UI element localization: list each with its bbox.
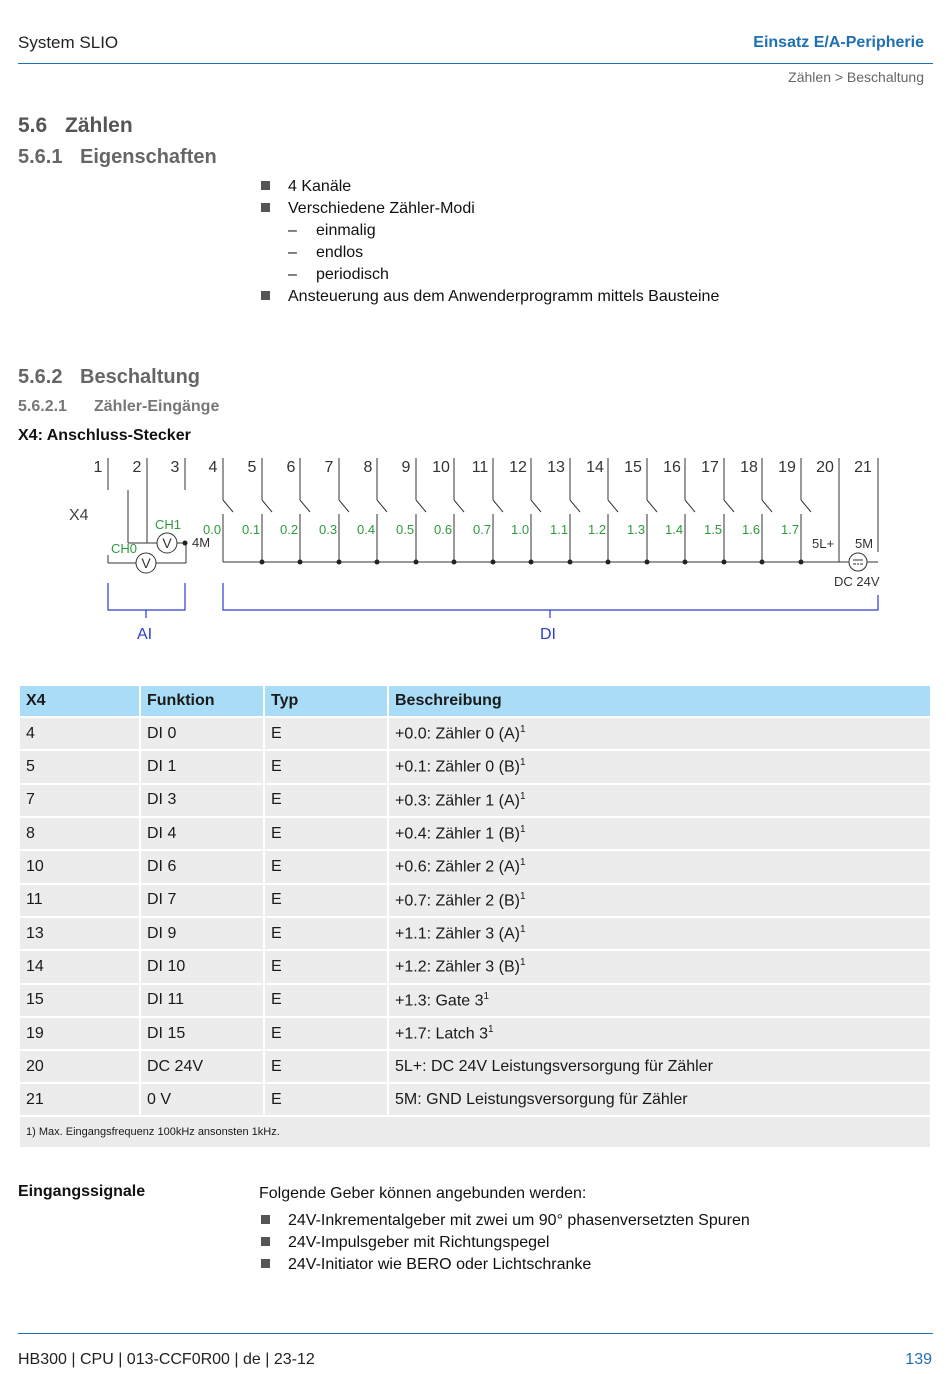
table-cell: E — [265, 985, 387, 1016]
table-row — [20, 718, 930, 749]
signals-list — [261, 1210, 750, 1276]
table-cell: DI 0 — [141, 718, 263, 749]
pin-number: 14 — [586, 459, 604, 476]
pin-number: 21 — [854, 459, 872, 476]
input-address-label: 1.6 — [742, 522, 761, 537]
section-number: 5.6.2 — [18, 366, 63, 388]
list-item: Verschiedene Zähler-Modi — [261, 198, 719, 220]
sub-list-item: – einmalig — [261, 220, 719, 242]
pin-number: 18 — [740, 459, 758, 476]
switch-contact — [454, 500, 464, 512]
table-cell: +0.0: Zähler 0 $(A)^1$ — [389, 718, 930, 749]
bus-junction-dot — [375, 560, 380, 565]
table-cell: 10 — [20, 851, 139, 882]
table-cell: +1.1: Zähler 3 $(A)^1$ — [389, 918, 930, 949]
table-cell: E — [265, 918, 387, 949]
switch-contact — [647, 500, 657, 512]
bullet-square-icon — [261, 181, 270, 190]
dash-icon: – — [288, 244, 297, 261]
list-item: 4 Kanäle — [261, 176, 719, 198]
table-cell: DI 9 — [141, 918, 263, 949]
bullet-square-icon — [261, 291, 270, 300]
bus-junction-dot — [760, 560, 765, 565]
table-cell: E — [265, 951, 387, 982]
section-5-6-heading — [18, 114, 133, 138]
table-cell: DC 24V — [141, 1051, 263, 1082]
dash-icon: – — [288, 222, 297, 239]
table-cell: +0.4: Zähler 1 $(B)^1$ — [389, 818, 930, 849]
switch-contact — [570, 500, 580, 512]
footnote-marker: 1 — [519, 857, 526, 869]
pin-lines — [108, 458, 878, 490]
ch0-label: CH0 — [111, 541, 138, 556]
footer-divider — [18, 1333, 933, 1334]
table-cell: +0.7: Zähler 2 $(B)^1$ — [389, 885, 930, 916]
table-cell: 7 — [20, 785, 139, 816]
switch-contact — [685, 500, 695, 512]
table-header-row — [20, 686, 930, 716]
footnote: 1) Max. Eingangsfrequenz 100kHz ansonsten 1kHz. — [20, 1117, 930, 1147]
bus-junction-dot — [683, 560, 688, 565]
section-number: 5.6.1 — [18, 146, 63, 168]
table-cell: DI 10 — [141, 951, 263, 982]
bus-junction-dot — [722, 560, 727, 565]
pin-assignment-table — [18, 684, 932, 1149]
voltmeter-ch1-symbol: V — [162, 535, 172, 551]
bus-junction-dot — [529, 560, 534, 565]
input-address-label: 0.6 — [434, 522, 453, 537]
table-row — [20, 985, 930, 1016]
table-row — [20, 885, 930, 916]
ch1-label: CH1 — [155, 517, 182, 532]
switch-contact — [724, 500, 734, 512]
pin-number: 20 — [816, 459, 834, 476]
signals-label: Eingangssignale — [18, 1183, 146, 1200]
bullet-square-icon — [261, 1237, 270, 1246]
table-row — [20, 785, 930, 816]
table-cell: 5L+: DC 24V Leistungsversorgung für Zähler — [389, 1051, 930, 1082]
section-5-6-2-heading — [18, 366, 200, 389]
bus-junction-dot — [645, 560, 650, 565]
footnote-marker: 1 — [519, 823, 526, 835]
section-number: 5.6 — [18, 114, 48, 137]
bus-junction-dot — [452, 560, 457, 565]
pin-number: 1 — [93, 459, 103, 476]
table-cell: DI 4 — [141, 818, 263, 849]
table-cell: E — [265, 718, 387, 749]
table-cell: 14 — [20, 951, 139, 982]
section-title: Beschaltung — [80, 366, 201, 388]
bus-junction-dot — [298, 560, 303, 565]
pin-number: 2 — [132, 459, 142, 476]
table-row — [20, 951, 930, 982]
input-address-label: 1.4 — [665, 522, 684, 537]
input-address-label: 1.3 — [627, 522, 646, 537]
footnote-marker: 1 — [519, 957, 526, 969]
table-cell: DI 11 — [141, 985, 263, 1016]
table-cell: E — [265, 885, 387, 916]
table-cell: 5 — [20, 751, 139, 782]
table-cell: 11 — [20, 885, 139, 916]
footnote-marker: 1 — [487, 1023, 494, 1035]
switch-contact — [493, 500, 503, 512]
connector-title: X4: Anschluss-Stecker — [18, 427, 191, 444]
list-item: 24V-Initiator wie BERO oder Lichtschranke — [261, 1254, 750, 1276]
input-address-label: 1.7 — [781, 522, 800, 537]
bus-dots — [260, 560, 804, 565]
section-title: Zählen — [65, 114, 133, 137]
table-cell: E — [265, 851, 387, 882]
table-cell: E — [265, 1018, 387, 1049]
switch-contact — [801, 500, 811, 512]
table-cell: 15 — [20, 985, 139, 1016]
input-labels — [203, 522, 799, 537]
section-title: Eigenschaften — [80, 146, 217, 168]
input-address-label: 1.5 — [704, 522, 723, 537]
bullet-square-icon — [261, 203, 270, 212]
table-row — [20, 818, 930, 849]
sub-list-item: – endlos — [261, 242, 719, 264]
switch-contact — [223, 500, 233, 512]
pin-number: 6 — [286, 459, 296, 476]
bullet-square-icon — [261, 1215, 270, 1224]
column-header: Typ — [265, 686, 387, 716]
pin-number: 9 — [401, 459, 411, 476]
di-bracket — [223, 583, 878, 610]
section-number: 5.6.2.1 — [18, 398, 67, 415]
table-cell: DI 15 — [141, 1018, 263, 1049]
pin-number: 7 — [324, 459, 334, 476]
table-cell: +0.3: Zähler 1 $(A)^1$ — [389, 785, 930, 816]
properties-list — [261, 176, 719, 308]
list-item: Ansteuerung aus dem Anwenderprogramm mittels Bausteine — [261, 286, 719, 308]
section-5-6-1-heading — [18, 146, 217, 169]
input-address-label: 0.3 — [319, 522, 338, 537]
footnote-marker: 1 — [519, 757, 526, 769]
pin-number: 12 — [509, 459, 527, 476]
bus-junction-dot — [337, 560, 342, 565]
switch-contact — [608, 500, 618, 512]
header-title: System SLIO — [18, 33, 119, 52]
pin-number: 19 — [778, 459, 796, 476]
page-number: 139 — [905, 1351, 932, 1368]
table-row — [20, 851, 930, 882]
dc-source-icon — [849, 553, 867, 571]
input-address-label: 0.4 — [357, 522, 376, 537]
bus-junction-dot — [491, 560, 496, 565]
input-address-label: 0.1 — [242, 522, 261, 537]
table-cell: 0 V — [141, 1084, 263, 1115]
pin-number: 8 — [363, 459, 373, 476]
switch-contact — [762, 500, 772, 512]
table-cell: 13 — [20, 918, 139, 949]
input-address-label: 0.2 — [280, 522, 299, 537]
table-cell: +1.7: Latch $3^1$ — [389, 1018, 930, 1049]
table-cell: E — [265, 1051, 387, 1082]
pin-number: 13 — [547, 459, 565, 476]
table-row — [20, 1018, 930, 1049]
column-header: X4 — [20, 686, 139, 716]
list-item: 24V-Inkrementalgeber mit zwei um 90° phasenversetzten Spuren — [261, 1210, 750, 1232]
5l-label: 5L+ — [812, 536, 835, 551]
table-cell: DI 1 — [141, 751, 263, 782]
pin-labels — [94, 459, 872, 476]
table-cell: +1.2: Zähler 3 $(B)^1$ — [389, 951, 930, 982]
pin-number: 15 — [624, 459, 642, 476]
table-cell: 21 — [20, 1084, 139, 1115]
table-cell: DI 7 — [141, 885, 263, 916]
switch-contact — [339, 500, 349, 512]
input-address-label: 0.5 — [396, 522, 415, 537]
input-address-label: 0.0 — [203, 522, 222, 537]
footnote-marker: 1 — [519, 790, 526, 802]
switch-contact — [531, 500, 541, 512]
footnote-marker: 1 — [519, 890, 526, 902]
list-item: 24V-Impulsgeber mit Richtungspegel — [261, 1232, 750, 1254]
bus-junction-dot — [260, 560, 265, 565]
table-cell: +0.1: Zähler 0 $(B)^1$ — [389, 751, 930, 782]
footnote-row — [20, 1117, 930, 1147]
table-cell: 19 — [20, 1018, 139, 1049]
pin-number: 11 — [471, 459, 489, 476]
switch-contact — [377, 500, 387, 512]
table-cell: DI 6 — [141, 851, 263, 882]
junction-dot — [183, 541, 188, 546]
ai-bracket — [108, 583, 185, 610]
switch-contact — [300, 500, 310, 512]
power-circuit — [839, 490, 878, 562]
footnote-marker: 1 — [519, 724, 526, 735]
5m-label: 5M — [855, 536, 874, 551]
voltmeter-ch0-symbol: V — [141, 555, 151, 571]
breadcrumb: Zählen > Beschaltung — [788, 69, 924, 85]
table-cell: E — [265, 1084, 387, 1115]
bullet-square-icon — [261, 1259, 270, 1268]
table-cell: DI 3 — [141, 785, 263, 816]
sub-list-item: – periodisch — [261, 264, 719, 286]
table-cell: 4 — [20, 718, 139, 749]
table-cell: E — [265, 818, 387, 849]
table-cell: E — [265, 785, 387, 816]
input-address-label: 1.2 — [588, 522, 607, 537]
header-divider — [18, 63, 933, 64]
table-cell: 20 — [20, 1051, 139, 1082]
bus-junction-dot — [414, 560, 419, 565]
section-title: Zähler-Eingänge — [94, 398, 220, 415]
dc24v-label: DC 24V — [834, 574, 880, 589]
pin-number: 10 — [432, 459, 450, 476]
table-row — [20, 1051, 930, 1082]
table-cell: +1.3: Gate $3^1$ — [389, 985, 930, 1016]
signals-intro: Folgende Geber können angebunden werden: — [259, 1185, 587, 1202]
switch-contact — [416, 500, 426, 512]
pin-number: 5 — [247, 459, 257, 476]
header-chapter: Einsatz E/A-Peripherie — [753, 34, 924, 51]
input-address-label: 1.0 — [511, 522, 530, 537]
di-label: DI — [540, 626, 556, 643]
table-row — [20, 918, 930, 949]
footnote-marker: 1 — [483, 990, 490, 1002]
column-header: Funktion — [141, 686, 263, 716]
pin-number: 17 — [701, 459, 719, 476]
pin-number: 3 — [170, 459, 180, 476]
section-5-6-2-1-heading — [18, 398, 219, 416]
dash-icon: – — [288, 266, 297, 283]
input-address-label: 0.7 — [473, 522, 492, 537]
bus-junction-dot — [606, 560, 611, 565]
footnote-marker: 1 — [519, 923, 526, 935]
bus-junction-dot — [799, 560, 804, 565]
wiring-diagram — [0, 450, 950, 650]
table-cell: E — [265, 751, 387, 782]
footer-document-id: HB300 | CPU | 013-CCF0R00 | de | 23-12 — [18, 1351, 315, 1368]
ai-label: AI — [137, 626, 153, 643]
table-row — [20, 1084, 930, 1115]
switch-contact — [262, 500, 272, 512]
table-cell: 8 — [20, 818, 139, 849]
column-header: Beschreibung — [389, 686, 930, 716]
pin-number: 16 — [663, 459, 681, 476]
table-body — [20, 718, 930, 1115]
4m-label: 4M — [192, 535, 211, 550]
input-address-label: 1.1 — [550, 522, 569, 537]
table-cell: 5M: GND Leistungsversorgung für Zähler — [389, 1084, 930, 1115]
x4-label: X4 — [69, 507, 89, 524]
pin-number: 4 — [208, 459, 218, 476]
bus-junction-dot — [568, 560, 573, 565]
table-cell: +0.6: Zähler 2 $(A)^1$ — [389, 851, 930, 882]
table-row — [20, 751, 930, 782]
